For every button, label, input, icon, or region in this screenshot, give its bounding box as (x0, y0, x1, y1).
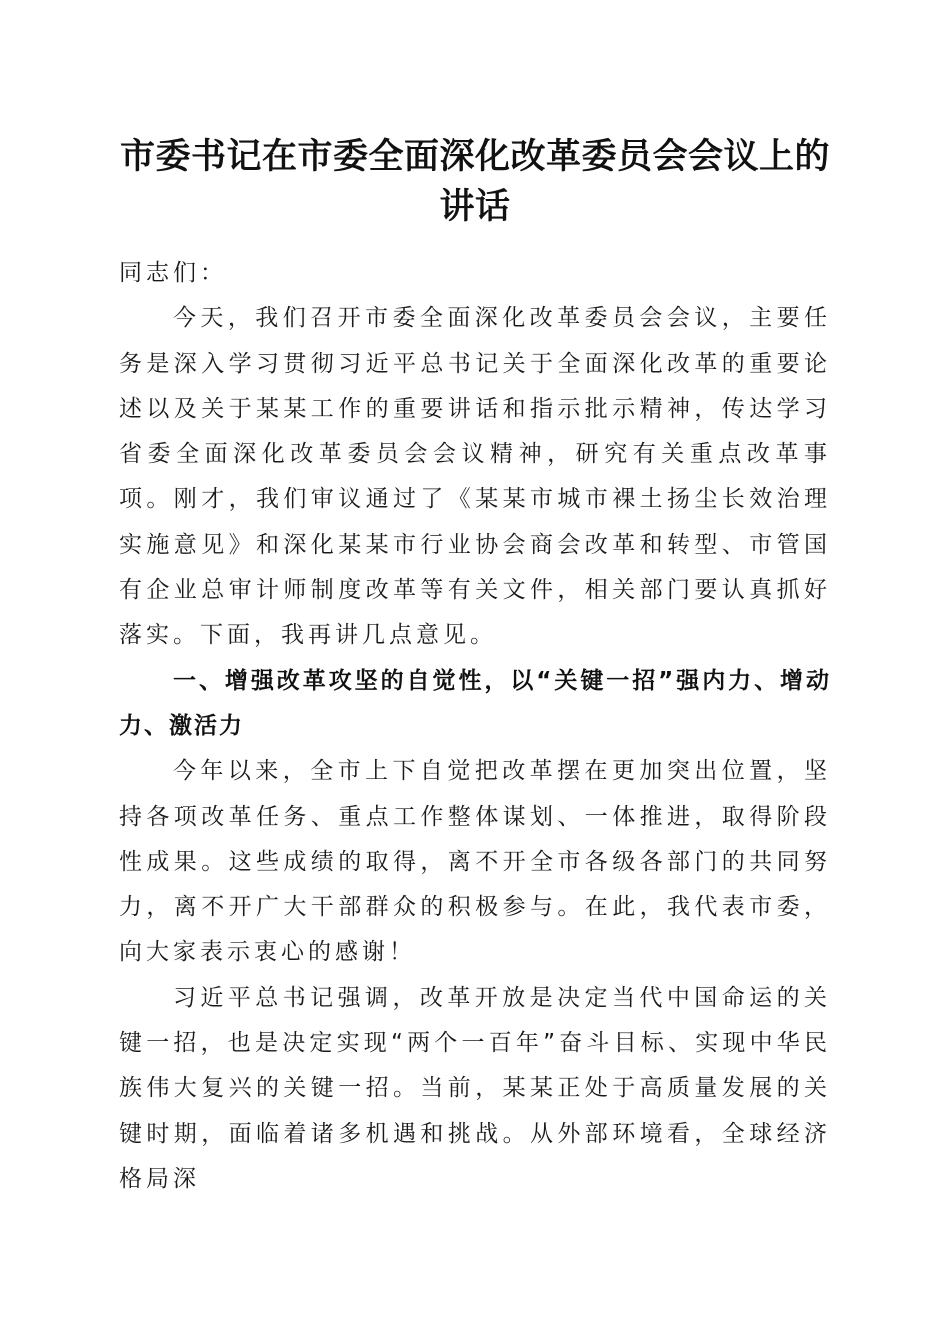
title-line-1: 市委书记在市委全面深化改革委员会会议上的 (119, 136, 830, 177)
document-title (100, 132, 850, 232)
paragraph-key-move: 习近平总书记强调，改革开放是决定当代中国命运的关键一招，也是决定实现“两个一百年”奋斗目标、实现中华民族伟大复兴的关键一招。当前，某某正处于高质量发展的关键时期，面临着诸多机遇和挑战。从外部环境看，全球经济格局深 (119, 984, 831, 1192)
title-line-2: 讲话 (439, 186, 511, 227)
paragraph-intro: 今天，我们召开市委全面深化改革委员会会议，主要任务是深入学习贯彻习近平总书记关于全面深化改革的重要论述以及关于某某工作的重要讲话和指示批示精神，传达学习省委全面深化改革委员会会议精神，研究有关重点改革事项。刚才，我们审议通过了《某某市城市裸土扬尘长效治理实施意见》和深化某某市行业协会商会改革和转型、市管国有企业总审计师制度改革等有关文件，相关部门要认真抓好落实。下面，我再讲几点意见。 (119, 305, 831, 649)
document-body (119, 251, 831, 1202)
paragraph-achievements: 今年以来，全市上下自觉把改革摆在更加突出位置，坚持各项改革任务、重点工作整体谋划、一体推进，取得阶段性成果。这些成绩的取得，离不开全市各级各部门的共同努力，离不开广大干部群众的积极参与。在此，我代表市委，向大家表示衷心的感谢！ (119, 758, 831, 966)
salutation: 同志们： (119, 260, 227, 286)
section-heading-1: 一、增强改革攻坚的自觉性，以“关键一招”强内力、增动力、激活力 (119, 667, 831, 739)
